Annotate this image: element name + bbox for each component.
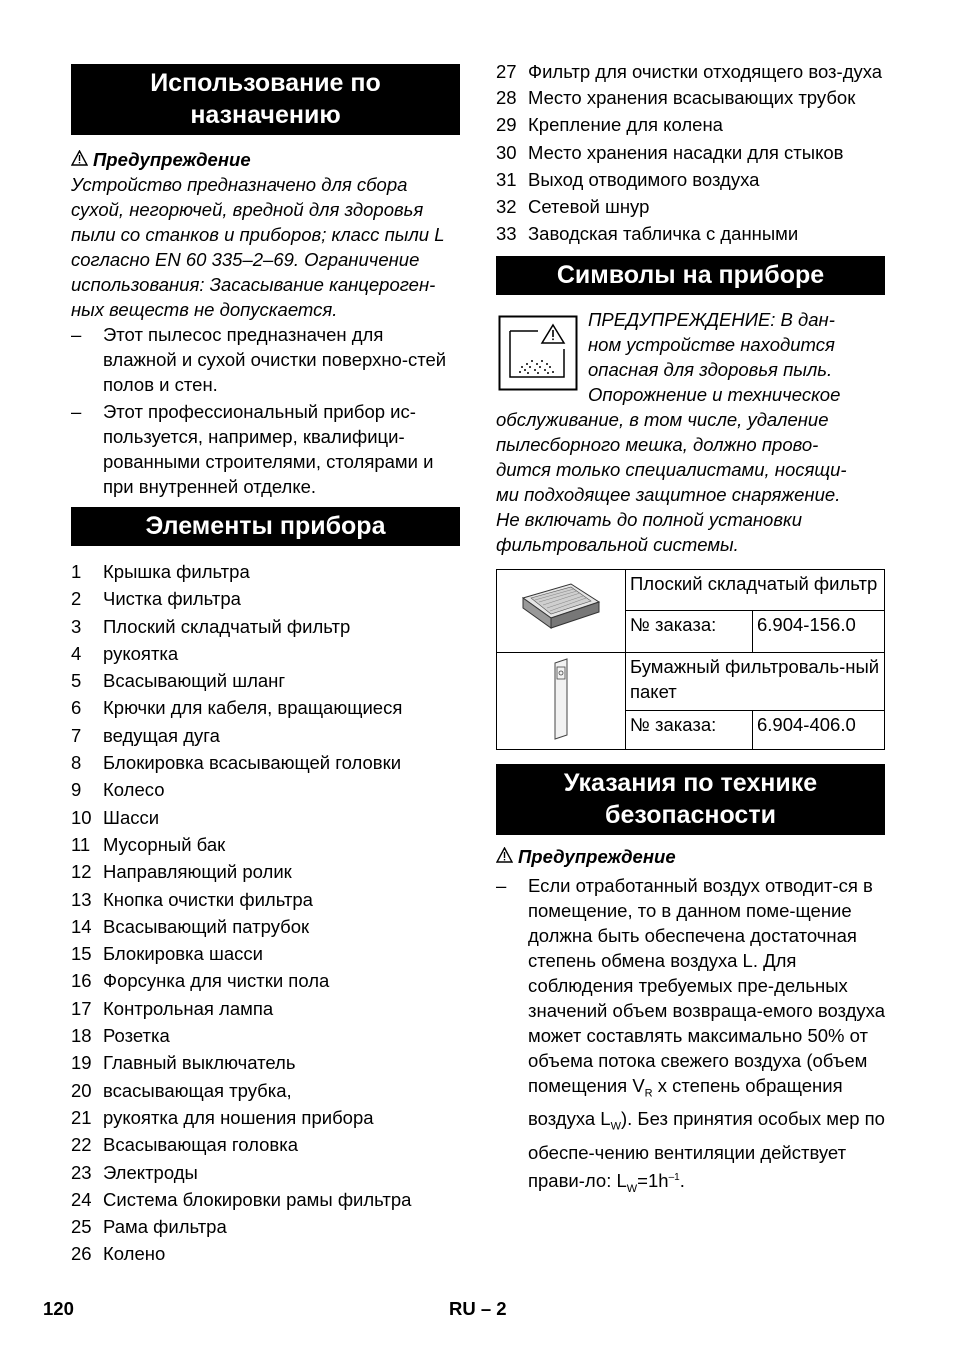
elements-list: [71, 558, 460, 1268]
item-label: рукоятка: [103, 642, 179, 664]
part-name: Плоский складчатый фильтр: [626, 569, 885, 611]
warning-label: Предупреждение: [71, 148, 460, 172]
list-item: [71, 913, 460, 940]
item-number: 32: [496, 196, 517, 218]
list-item: [496, 139, 885, 166]
part-image-cell: [497, 569, 626, 652]
page-number: 120: [43, 1298, 74, 1319]
item-number: 10: [71, 806, 92, 828]
list-item: [71, 613, 460, 640]
item-label: Место хранения насадки для стыков: [528, 141, 844, 163]
list-item: [71, 886, 460, 913]
list-item: [71, 1022, 460, 1049]
item-number: 29: [496, 114, 517, 136]
item-label: всасывающая трубка,: [103, 1079, 292, 1101]
item-number: 1: [71, 561, 82, 582]
list-item: [71, 858, 460, 885]
item-label: Колесо: [103, 779, 165, 801]
item-number: 16: [71, 970, 92, 992]
item-label: Фильтр для очистки отходящего воз-духа: [528, 61, 883, 82]
hazardous-dust-symbol-icon: [498, 315, 578, 391]
order-number: 6.904-156.0: [753, 611, 885, 653]
list-item: [71, 667, 460, 694]
list-item: [71, 1077, 460, 1104]
item-number: 8: [71, 752, 82, 774]
item-number: 26: [71, 1243, 92, 1265]
item-number: 7: [71, 724, 82, 746]
language-page: RU – 2: [449, 1298, 507, 1319]
item-number: 20: [71, 1079, 92, 1101]
item-label: рукоятка для ношения прибора: [103, 1106, 374, 1128]
item-number: 15: [71, 943, 92, 965]
item-number: 14: [71, 915, 92, 937]
item-label: Колено: [103, 1243, 166, 1265]
item-label: Контрольная лампа: [103, 997, 274, 1019]
table-row: [497, 652, 885, 710]
item-number: 6: [71, 697, 82, 719]
list-item: – Этот профессиональный прибор ис-пользуется, например, квалифици-рованными строителями, столярами и при внутренней отделке.: [71, 401, 434, 497]
list-item: [71, 694, 460, 721]
item-label: Плоский складчатый фильтр: [103, 615, 351, 637]
item-label: Электроды: [103, 1161, 198, 1183]
item-number: 25: [71, 1216, 92, 1238]
item-number: 9: [71, 779, 82, 801]
warning-triangle-icon: [71, 148, 93, 172]
list-item: [71, 995, 460, 1022]
item-label: Крышка фильтра: [103, 561, 250, 582]
item-label: Розетка: [103, 1025, 170, 1047]
right-column: [496, 59, 885, 1202]
list-item: [71, 1159, 460, 1186]
item-number: 3: [71, 615, 82, 637]
list-item: [496, 59, 885, 84]
flat-pleated-filter-icon: [519, 580, 603, 636]
safety-heading: Указания по технике безопасности: [496, 764, 885, 835]
elements-list-continued: [496, 59, 885, 248]
symbols-heading: Символы на приборе: [496, 256, 885, 295]
list-item: [71, 940, 460, 967]
item-number: 12: [71, 861, 92, 883]
paper-filter-bag-icon: [541, 655, 581, 741]
item-label: Мусорный бак: [103, 833, 226, 855]
list-item: [496, 220, 885, 247]
item-label: Всасывающая головка: [103, 1134, 299, 1156]
item-label: Кнопка очистки фильтра: [103, 888, 313, 910]
item-label: Всасывающий шланг: [103, 670, 286, 692]
intended-use-heading: Использование по назначению: [71, 64, 460, 135]
item-number: 4: [71, 642, 82, 664]
list-item: [496, 193, 885, 220]
item-label: Крепление для колена: [528, 114, 723, 136]
list-item: [71, 558, 460, 585]
warning-triangle-icon: [496, 845, 518, 869]
list-item: [71, 804, 460, 831]
list-item: [71, 1131, 460, 1158]
item-label: Блокировка шасси: [103, 943, 263, 965]
warning-text: Устройство предназначено для сбора сухой, негорючей, вредной для здоровья пыли со станков и приборов; класс пыли L согласно EN 60 335–2–69. Ограничение использования: Засасывание канцероген-ных веществ не допускается.: [71, 174, 445, 320]
warning-label: Предупреждение: [496, 845, 885, 869]
list-item: [496, 84, 885, 111]
item-label: ведущая дуга: [103, 724, 220, 746]
item-number: 18: [71, 1025, 92, 1047]
list-item: [71, 1104, 460, 1131]
list-item: [71, 776, 460, 803]
list-item: [71, 585, 460, 612]
item-number: 27: [496, 61, 517, 82]
item-label: Шасси: [103, 806, 160, 828]
item-label: Выход отводимого воздуха: [528, 168, 760, 190]
safety-text: Если отработанный воздух отводит-ся в помещение, то в данном поме-щение должна быть обеспечена достаточная степень обмена воздуха L. Для соблюдения требуемых пре-дельных значений объем возвраща-емого воздуха может составлять максимально 50% от объема потока свежего воздуха (объем помещения $V_R$ x степень обращения воздуха $L_W$). Без принятия особых мер по обеспе-чению вентиляции действует прави-ло: $L_W=1h^{-1}$.: [528, 874, 885, 1195]
list-item: [71, 1186, 460, 1213]
symbol-block: [496, 307, 885, 557]
list-item: [71, 967, 460, 994]
item-number: 19: [71, 1052, 92, 1074]
item-label: Система блокировки рамы фильтра: [103, 1188, 412, 1210]
list-item: [71, 831, 460, 858]
item-label: Место хранения всасывающих трубок: [528, 87, 856, 108]
table-row: [497, 569, 885, 611]
item-label: Рама фильтра: [103, 1216, 227, 1238]
item-number: 28: [496, 87, 517, 108]
parts-table: [496, 569, 885, 750]
order-label: № заказа:: [626, 611, 753, 653]
item-number: 17: [71, 997, 92, 1019]
item-number: 23: [71, 1161, 92, 1183]
item-label: Всасывающий патрубок: [103, 915, 310, 937]
item-label: Заводская табличка с данными: [528, 223, 799, 245]
item-label: Главный выключатель: [103, 1052, 296, 1074]
order-number: 6.904-406.0: [753, 710, 885, 749]
item-label: Сетевой шнур: [528, 196, 650, 218]
symbol-warning-text: ПРЕДУПРЕЖДЕНИЕ: В дан- ном устройстве находится опасная для здоровья пыль. Опорожнение и техническое обслуживание, в том числе, удаление пылесборного мешка, должно прово- дится только специалистами, носящи- ми подходящее защитное снаряжение. Не включать до полной установки фильтровальной системы.: [496, 308, 847, 555]
list-item: [71, 749, 460, 776]
list-item: [71, 1213, 460, 1240]
order-label: № заказа:: [626, 710, 753, 749]
item-number: 5: [71, 670, 82, 692]
list-item: [71, 1049, 460, 1076]
left-column: [71, 64, 460, 1268]
list-item: [71, 722, 460, 749]
item-label: Блокировка всасывающей головки: [103, 752, 402, 774]
item-number: 2: [71, 588, 82, 610]
item-number: 31: [496, 168, 517, 190]
list-item: – Если отработанный воздух отводит-ся в помещение, то в данном поме-щение должна быть обеспечена достаточная степень обмена воздуха L. Для соблюдения требуемых пре-дельных значений объем возвраща-емого воздуха может составлять максимально 50% от объема потока свежего воздуха (объем помещения $V_R$ x степень обращения воздуха $L_W$). Без принятия особых мер по обеспе-чению вентиляции действует прави-ло: $L_W=1h^{-1}$.: [496, 873, 885, 1202]
item-number: 13: [71, 888, 92, 910]
item-label: Крючки для кабеля, вращающиеся: [103, 697, 403, 719]
item-number: 33: [496, 223, 517, 245]
list-item: [71, 1240, 460, 1267]
item-label: Чистка фильтра: [103, 588, 241, 610]
item-number: 24: [71, 1188, 92, 1210]
item-number: 22: [71, 1134, 92, 1156]
list-item: [496, 111, 885, 138]
elements-heading: Элементы прибора: [71, 507, 460, 546]
part-image-cell: [497, 652, 626, 749]
part-name: Бумажный фильтроваль-ный пакет: [626, 652, 885, 710]
list-item: [496, 166, 885, 193]
item-number: 11: [71, 833, 91, 855]
list-item: – Этот пылесос предназначен для влажной и сухой очистки поверхно-стей полов и стен.: [71, 324, 447, 395]
item-label: Форсунка для чистки пола: [103, 970, 330, 992]
item-label: Направляющий ролик: [103, 861, 292, 883]
list-item: [71, 640, 460, 667]
item-number: 21: [71, 1106, 92, 1128]
item-number: 30: [496, 141, 517, 163]
